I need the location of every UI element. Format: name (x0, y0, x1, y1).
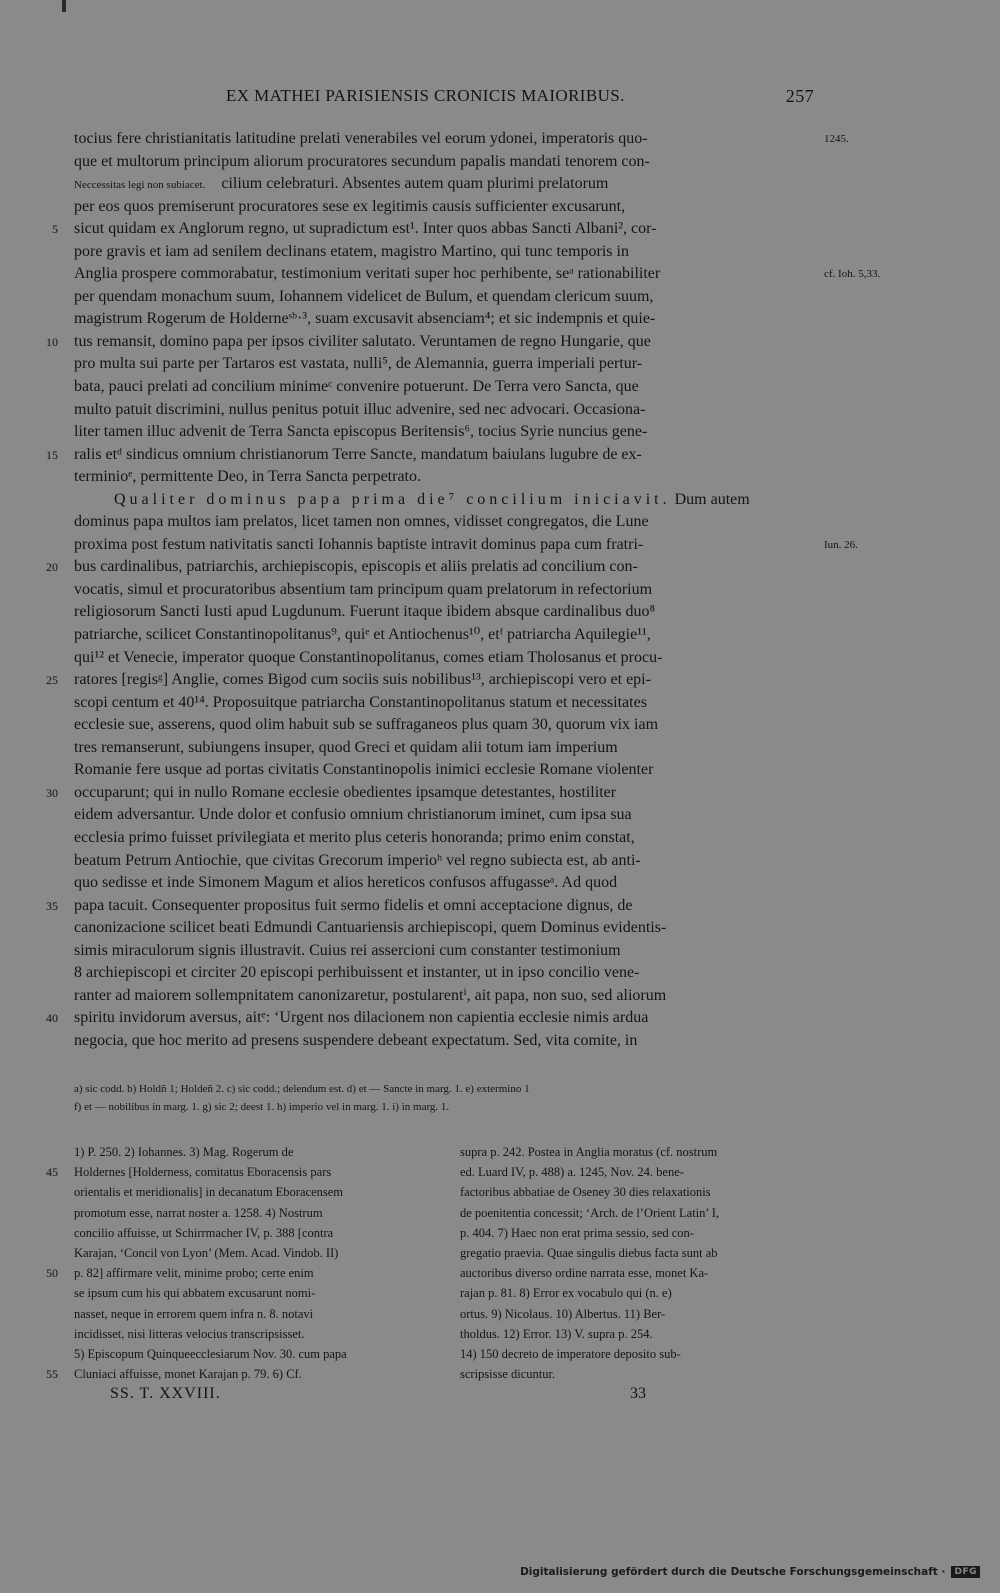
line-text: 8 archiepiscopi et circiter 20 episcopi perhibuissent et instanter, ut in ipso concilio vene- (74, 964, 640, 982)
line-text: simis miraculorum signis illustravit. Cuius rei assercioni cum constanter testimonium (74, 941, 621, 959)
text-line (46, 782, 816, 805)
text-line (74, 1030, 816, 1053)
line-number: 5 (52, 222, 58, 237)
line-text: negocia, que hoc merito ad presens suspendere debeant expectatum. Sed, vita comite, in (74, 1031, 638, 1049)
line-text: religiosorum Sancti Iusti apud Lugdunum. Fuerunt itaque ibidem absque cardinalibus duo⁸ (74, 603, 656, 621)
footnote-text: orientalis et meridionalis] in decanatum Eboracensem (74, 1185, 344, 1200)
text-line (46, 556, 816, 579)
margin-note: 1245. (824, 133, 849, 145)
footnote-line (74, 1203, 428, 1223)
footnote-line (74, 1243, 428, 1263)
text-line (74, 511, 816, 534)
footnote-text: incidisset, nisi litteras velocius transcripsisset. (74, 1326, 305, 1341)
line-text: eidem adversantur. Unde dolor et confusio omnium christianorum iminet, cum ipsa sua (74, 806, 632, 824)
footnote-text: 1) P. 250. 2) Iohannes. 3) Mag. Rogerum de (74, 1145, 294, 1159)
line-text: terminioᵉ, permittente Deo, in Terra Sancta perpetrato. (74, 468, 421, 486)
line-number: 10 (46, 334, 58, 349)
text-line (74, 647, 816, 670)
text-line (74, 714, 816, 737)
footnote-text: p. 82] affirmare velit, minime probo; certe enim (74, 1266, 314, 1281)
line-text: pore gravis et iam ad senilem declinans etatem, magistro Martino, qui tunc temporis in (74, 242, 629, 260)
margin-note: Iun. 26. (824, 538, 858, 551)
footnote-line (74, 1324, 428, 1344)
line-text: bata, pauci prelati ad concilium minimeᶜ convenire potuerunt. De Terra vero Sancta, que (74, 378, 639, 396)
line-text: Anglia prospere commorabatur, testimonium veritati super hoc perhibente, seᵃ rationabiliter (74, 265, 661, 283)
line-text: bus cardinalibus, patriarchis, archiepiscopis, episcopis et aliis prelatis ad concilium con- (74, 558, 638, 576)
line-text: spiritu invidorum aversus, aitᵉ: ‘Urgent nos dilacionem non capientia ecclesie nimis ardua (74, 1009, 649, 1027)
line-text: Dum autem (670, 490, 750, 508)
text-line (74, 872, 816, 895)
text-line (74, 917, 816, 940)
line-text: canonizacione scilicet beati Edmundi Cantuariensis archiepiscopi, quem Dominus evidentis- (74, 919, 667, 937)
marginal-rubric: Neccessitas legi non subiacet. (74, 179, 206, 192)
line-text: sicut quidam ex Anglorum regno, ut supradictum est¹. Inter quos abbas Sancti Albani², cor- (74, 220, 657, 238)
text-line (74, 579, 816, 602)
text-line (74, 985, 816, 1008)
footnote-line (74, 1223, 428, 1243)
footnote-line (46, 1263, 428, 1283)
digitization-credit (520, 1566, 980, 1578)
binding-mark (62, 0, 66, 12)
credit-text: Digitalisierung gefördert durch die Deutsche Forschungsgemeinschaft · (520, 1566, 946, 1578)
running-title: EX MATHEI PARISIENSIS CRONICIS MAIORIBUS. (226, 86, 625, 105)
footnote-text: se ipsum cum his qui abbatem excusarunt nomi- (74, 1286, 316, 1301)
footnote-line: ed. Luard IV, p. 488) a. 1245, Nov. 24. bene- (460, 1165, 684, 1180)
line-text: ecclesia primo fuisset privilegiata et merito plus ceteris honoranda; primo enim constat, (74, 828, 635, 846)
footnote-line: 14) 150 decreto de imperatore deposito sub- (460, 1347, 681, 1362)
line-text: ratores [regisᵍ] Anglie, comes Bigod cum sociis suis nobilibus¹³, archiepiscopi vero et epi- (74, 671, 651, 689)
text-line (74, 962, 816, 985)
footnotes-left-column (46, 1142, 428, 1384)
line-text: magistrum Rogerum de Holderneˢᵇ·³, suam excusavit absenciam⁴; et sic indempnis et quie- (74, 310, 656, 328)
line-number: 25 (46, 673, 58, 688)
text-line (46, 669, 816, 692)
line-text: papa tacuit. Consequenter propositus fuit sermo fidelis et omni acceptacione dignus, de (74, 896, 633, 914)
text-line (74, 827, 816, 850)
line-text: tres remanserunt, subiungens insuper, quod Greci et quidam alii totum iam imperium (74, 738, 618, 756)
line-text: ranter ad maiorem sollempnitatem canonizaretur, postularentⁱ, ait papa, non suo, sed aliorum (74, 986, 667, 1004)
footnote-line (46, 1162, 428, 1182)
line-text: Romanie fere usque ad portas civitatis Constantinopolis inimici ecclesie Romane violenter (74, 761, 654, 779)
text-line (74, 466, 816, 489)
line-text: cilium celebraturi. Absentes autem quam plurimi prelatorum (221, 175, 609, 193)
text-line (74, 624, 816, 647)
text-line (74, 601, 816, 624)
text-line (74, 308, 816, 331)
text-line (74, 940, 816, 963)
line-number: 15 (46, 447, 58, 462)
footnote-line: auctoribus diverso ordine narrata esse, monet Ka- (460, 1266, 709, 1281)
line-text: quo sedisse et inde Simonem Magum et alios hereticos confusos affugasseᵃ. Ad quod (74, 874, 618, 892)
footnote-line: supra p. 242. Postea in Anglia moratus (cf. nostrum (460, 1145, 718, 1159)
text-line (74, 173, 816, 196)
line-number: 50 (46, 1266, 58, 1281)
text-line (74, 151, 816, 174)
text-line (74, 241, 816, 264)
footnote-text: nasset, neque in errorem quem infra n. 8. notavi (74, 1306, 314, 1321)
line-text: ecclesie sue, asserens, quod olim habuit sub se suffraganeos plus quam 30, quorum vix iam (74, 716, 659, 734)
dfg-logo-icon: DFG (951, 1566, 980, 1578)
line-number: 30 (46, 785, 58, 800)
line-number: 55 (46, 1367, 58, 1382)
text-line (74, 286, 816, 309)
text-line (74, 376, 816, 399)
line-text: multo patuit discrimini, nullus penitus potuit illuc advenire, sed nec advocari. Occasiona- (74, 400, 646, 418)
page-number: 257 (785, 86, 814, 106)
line-text: pro multa sui parte per Tartaros est vastata, nulli⁵, de Alemannia, guerra imperiali pertur- (74, 355, 643, 373)
text-line (74, 128, 849, 151)
line-text: per quendam monachum suum, Iohannem videlicet de Bulum, et quendam clericum suum, (74, 287, 654, 305)
footnote-line: gregatio praevia. Quae singulis diebus facta sunt ab (460, 1246, 718, 1261)
footnote-text: Karajan, ‘Concil von Lyon’ (Mem. Acad. Vindob. II) (74, 1246, 339, 1261)
footnote-line (74, 1283, 428, 1303)
line-text: vocatis, simul et procuratoribus absentium tam principum quam prelatorum in refectorium (74, 580, 653, 598)
footnote-line (74, 1304, 428, 1324)
critical-note-line: f) et — nobilibus in marg. 1. g) sic 2; deest 1. h) imperio vel in marg. 1. i) in marg. 1. (74, 1101, 450, 1113)
main-text (46, 128, 881, 1052)
footnote-line: factoribus abbatiae de Oseney 30 dies relaxationis (460, 1185, 711, 1200)
critical-apparatus (74, 1080, 814, 1116)
footnote-line: tholdus. 12) Error. 13) V. supra p. 254. (460, 1326, 653, 1341)
text-line (74, 421, 816, 444)
text-line (74, 196, 816, 219)
sheet-number: 33 (630, 1385, 646, 1402)
line-text: proxima post festum nativitatis sancti Iohannis baptiste intravit dominus papa cum fratri- (74, 535, 644, 553)
text-line (74, 263, 881, 286)
line-number: 45 (46, 1165, 58, 1180)
line-text: que et multorum principum aliorum procuratores secundum papalis mandati tenorem con- (74, 152, 650, 170)
line-text: ralis etᵈ sindicus omnium christianorum Terre Sancte, mandatum baiulans lugubre de ex- (74, 445, 642, 463)
footnote-text: Cluniaci affuisse, monet Karajan p. 79. 6) Cf. (74, 1367, 302, 1382)
footnote-text: Holdernes [Holderness, comitatus Eboracensis pars (74, 1165, 332, 1180)
line-text: per eos quos premiserunt procuratores sese ex legitimis causis sufficienter excusarunt, (74, 197, 626, 215)
text-line (46, 1007, 816, 1030)
text-line (74, 534, 858, 557)
text-line (74, 399, 816, 422)
text-line (46, 331, 816, 354)
footnote-line: ortus. 9) Nicolaus. 10) Albertus. 11) Ber- (460, 1306, 666, 1321)
line-number: 40 (46, 1011, 58, 1026)
text-line (74, 692, 816, 715)
line-text: occuparunt; qui in nullo Romane ecclesie obedientes ipsamque detestantes, hostiliter (74, 783, 617, 801)
text-line (74, 353, 816, 376)
running-header (74, 86, 814, 112)
line-text: qui¹² et Venecie, imperator quoque Constantinopolitanus, comes etiam Tholosanus et procu- (74, 648, 663, 666)
footnote-line: p. 404. 7) Haec non erat prima sessio, sed con- (460, 1225, 694, 1240)
line-text: beatum Petrum Antiochie, que civitas Grecorum imperioʰ vel regno subiecta est, ab anti- (74, 851, 641, 869)
line-number: 35 (46, 898, 58, 913)
text-line (74, 850, 816, 873)
footnote-line: rajan p. 81. 8) Error ex vocabulo qui (n. e) (460, 1286, 672, 1301)
critical-note-line: a) sic codd. b) Holdñ 1; Holdeñ 2. c) sic codd.; delendum est. d) et — Sancte in marg. 1. e) extermino 1 (74, 1083, 530, 1095)
margin-note: cf. Ioh. 5,33. (824, 268, 881, 281)
line-text: tocius fere christianitatis latitudine prelati venerabiles vel eorum ydonei, imperatoris quo- (74, 130, 648, 147)
footnote-line (46, 1364, 428, 1384)
text-line (46, 444, 816, 467)
text-line (52, 218, 816, 241)
footnote-line (74, 1142, 428, 1162)
footnote-line: de poenitentia concessit; ‘Arch. de l’Orient Latin’ I, (460, 1205, 720, 1220)
page-footer (74, 1385, 814, 1409)
section-rubric: Qualiter dominus papa prima die⁷ concilium iniciavit. (114, 490, 671, 508)
footnote-line (74, 1182, 428, 1202)
line-text: tus remansit, domino papa per ipsos civiliter salutato. Veruntamen de regno Hungarie, que (74, 332, 651, 350)
line-number: 20 (46, 560, 58, 575)
line-text: patriarche, scilicet Constantinopolitanus⁹, quiᵉ et Antiochenus¹⁰, etᶠ patriarcha Aquilegie¹¹, (74, 626, 651, 644)
footnote-text: promotum esse, narrat noster a. 1258. 4) Nostrum (74, 1205, 323, 1220)
line-text: scopi centum et 40¹⁴. Proposuitque patriarcha Constantinopolitanus statum et necessitates (74, 693, 647, 711)
text-line (74, 489, 816, 512)
footnotes-right-column (460, 1142, 814, 1384)
footnote-text: 5) Episcopum Quinqueecclesiarum Nov. 30. cum papa (74, 1347, 347, 1362)
volume-signature: SS. T. XXVIII. (110, 1385, 221, 1402)
line-text: dominus papa multos iam prelatos, licet tamen non omnes, vidisset congregatos, die Lune (74, 513, 649, 531)
footnote-line (74, 1344, 428, 1364)
line-text: liter tamen illuc advenit de Terra Sancta episcopus Beritensis⁶, tocius Syrie nuncius gene- (74, 423, 648, 441)
footnote-text: concilio affuisse, ut Schirrmacher IV, p. 388 [contra (74, 1225, 334, 1240)
text-line (46, 895, 816, 918)
footnote-line: scripsisse dicuntur. (460, 1367, 556, 1382)
text-line (74, 759, 816, 782)
text-line (74, 737, 816, 760)
text-line (74, 804, 816, 827)
